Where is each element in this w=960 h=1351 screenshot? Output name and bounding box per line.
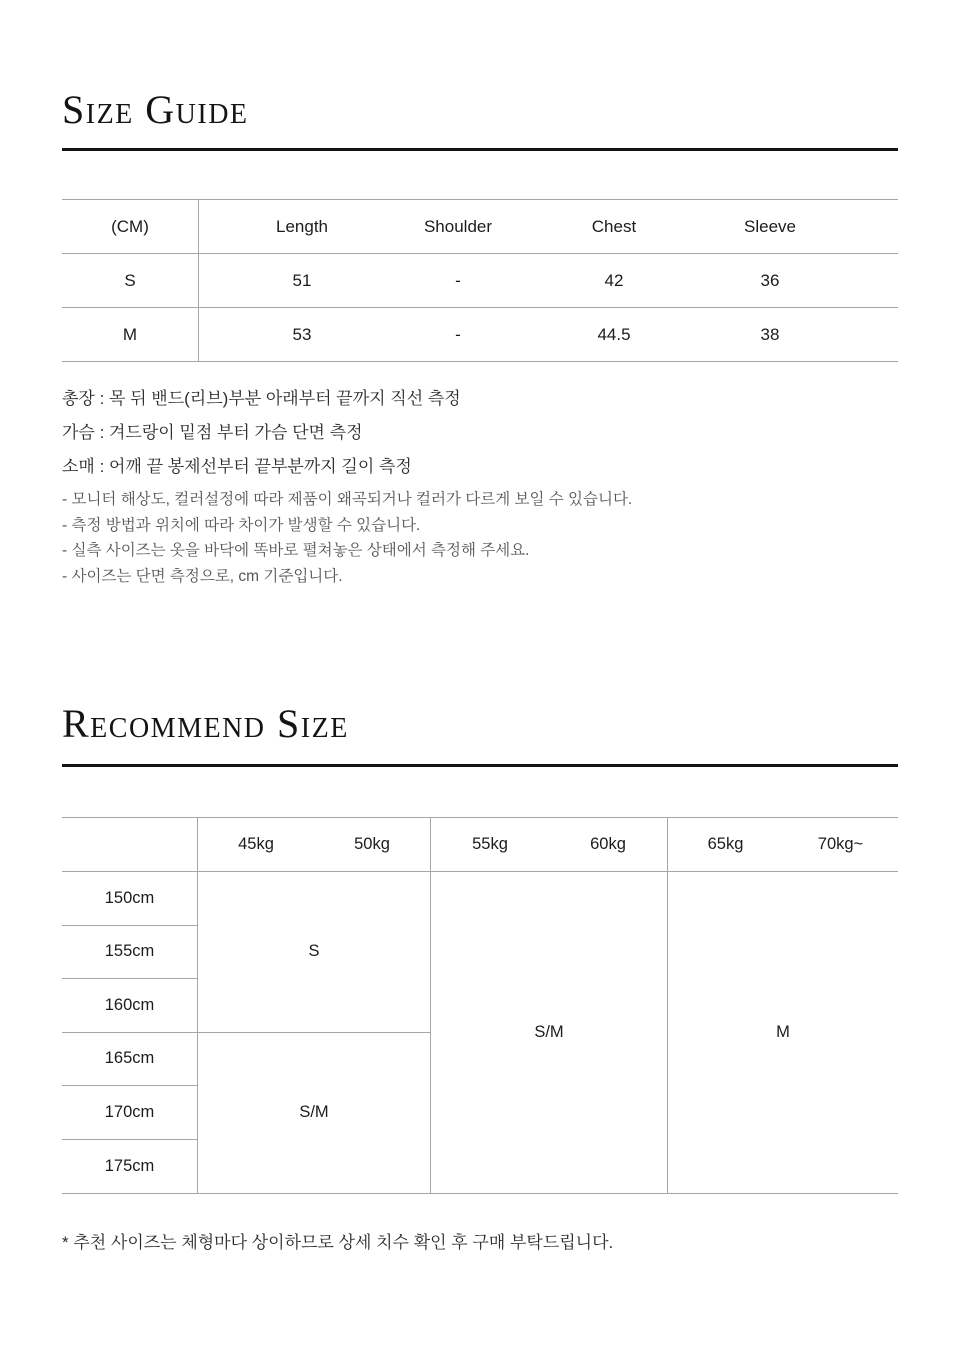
weight-label-50kg: 50kg <box>354 835 390 853</box>
m-sleeve: 38 <box>760 324 780 344</box>
size-cell-45-50kg-165-175cm: S/M <box>198 1033 431 1194</box>
s-shoulder: - <box>455 270 461 290</box>
height-label-160cm: 160cm <box>62 979 198 1033</box>
height-label-155cm: 155cm <box>62 926 198 980</box>
recommend-header-45-50 <box>198 818 431 872</box>
weight-label-45kg: 45kg <box>238 835 274 853</box>
m-shoulder: - <box>455 324 461 344</box>
note-flat: - 실측 사이즈는 옷을 바닥에 똑바로 펼쳐놓은 상태에서 측정해 주세요. <box>62 542 530 560</box>
size-table <box>62 199 898 362</box>
size-table-header-row <box>62 200 898 253</box>
size-guide-rule <box>62 148 898 151</box>
height-label-165cm: 165cm <box>62 1033 198 1087</box>
weight-label-70kg: 70kg~ <box>817 835 864 853</box>
measurement-chest: 가슴 : 겨드랑이 밑점 부터 가슴 단면 측정 <box>62 423 363 442</box>
recommend-table <box>62 817 898 1194</box>
weight-label-55kg: 55kg <box>472 835 508 853</box>
height-label-150cm: 150cm <box>62 872 198 926</box>
size-guide-title: Size Guide <box>62 87 249 132</box>
s-length: 51 <box>292 270 312 290</box>
recommend-footnote: * 추천 사이즈는 체형마다 상이하므로 상세 치수 확인 후 구매 부탁드립니다. <box>62 1233 614 1252</box>
m-chest: 44.5 <box>597 324 631 344</box>
note-method: - 측정 방법과 위치에 따라 차이가 발생할 수 있습니다. <box>62 516 421 534</box>
height-label-170cm: 170cm <box>62 1086 198 1140</box>
measurement-descriptions <box>62 382 898 484</box>
note-monitor: - 모니터 해상도, 컬러설정에 따라 제품이 왜곡되거나 컬러가 다르게 보일 수 있습니다. <box>62 491 633 508</box>
size-table-row-s <box>62 253 898 307</box>
s-sleeve: 36 <box>760 270 780 290</box>
measurement-length: 총장 : 목 뒤 밴드(리브)부분 아래부터 끝까지 직선 측정 <box>62 389 461 408</box>
recommend-header-55-60 <box>431 818 668 872</box>
size-table-unit-header: (CM) <box>62 200 199 253</box>
m-length: 53 <box>292 324 312 344</box>
size-table-col-shoulder: Shoulder <box>423 216 493 236</box>
size-table-col-length: Length <box>276 216 328 236</box>
size-table-col-chest: Chest <box>591 216 637 236</box>
height-label-175cm: 175cm <box>62 1140 198 1194</box>
note-unit: - 사이즈는 단면 측정으로, cm 기준입니다. <box>62 568 343 586</box>
weight-label-60kg: 60kg <box>590 835 626 853</box>
size-cell-65-70kg-all-heights: M <box>776 1023 790 1041</box>
recommend-size-rule <box>62 764 898 767</box>
size-cell-55-60kg-all-heights: S/M <box>431 872 668 1193</box>
size-table-col-sleeve: Sleeve <box>744 216 796 236</box>
caution-notes <box>62 487 898 590</box>
size-table-row-m <box>62 307 898 361</box>
size-cell-45-50kg-150-160cm: S <box>198 872 431 1033</box>
weight-label-65kg: 65kg <box>707 835 744 853</box>
size-label-m: M <box>62 308 199 361</box>
recommend-header-empty <box>62 818 198 872</box>
measurement-sleeve: 소매 : 어깨 끝 봉제선부터 끝부분까지 길이 측정 <box>62 457 412 476</box>
recommend-header-65-70 <box>668 818 898 872</box>
recommend-size-title: Recommend Size <box>62 701 349 746</box>
s-chest: 42 <box>604 270 624 290</box>
size-label-s: S <box>62 254 199 307</box>
